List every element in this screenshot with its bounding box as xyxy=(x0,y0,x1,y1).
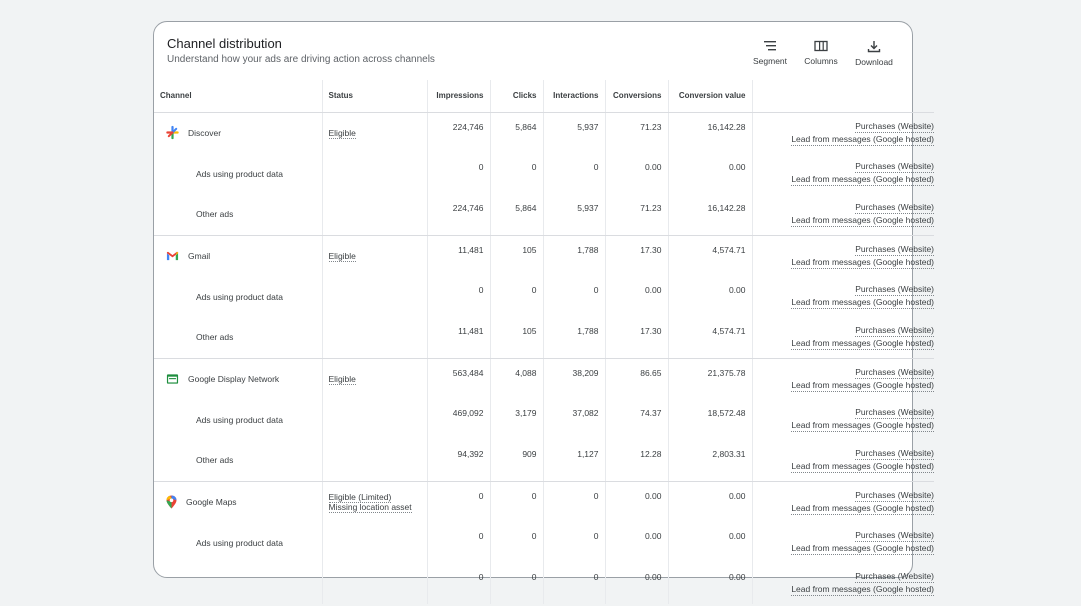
clicks-cell: 105 xyxy=(490,235,543,276)
goals-cell xyxy=(752,194,934,235)
status-cell xyxy=(322,563,427,604)
value-cell: 21,375.78 xyxy=(668,358,752,399)
impressions-cell: 11,481 xyxy=(427,235,490,276)
goal-purchases[interactable]: Purchases (Website) xyxy=(855,530,934,540)
goal-purchases[interactable]: Purchases (Website) xyxy=(855,161,934,171)
channel-distribution-card xyxy=(153,21,934,594)
channel-cell xyxy=(154,481,322,522)
goal-leads[interactable]: Lead from messages (Google hosted) xyxy=(791,584,934,594)
clicks-cell: 105 xyxy=(490,317,543,358)
subchannel-name: Other ads xyxy=(196,209,234,220)
goals-cell xyxy=(752,153,934,194)
value-cell: 4,574.71 xyxy=(668,235,752,276)
impressions-cell: 563,484 xyxy=(427,358,490,399)
goal-purchases[interactable]: Purchases (Website) xyxy=(855,202,934,212)
col-interactions[interactable]: Interactions xyxy=(543,80,605,112)
conversions-cell: 0.00 xyxy=(605,153,668,194)
status-text[interactable]: Eligible xyxy=(328,373,356,384)
subchannel-name: Other ads xyxy=(196,455,234,466)
goals-cell xyxy=(752,481,934,522)
goal-purchases[interactable]: Purchases (Website) xyxy=(855,366,934,377)
conversions-cell: 0.00 xyxy=(605,276,668,317)
channel-name: Google Maps xyxy=(186,496,237,507)
channel-name: Discover xyxy=(188,127,222,138)
channel-cell xyxy=(154,358,322,399)
download-label: Download xyxy=(855,57,893,67)
status-text[interactable]: Eligible xyxy=(328,127,356,138)
goal-purchases[interactable]: Purchases (Website) xyxy=(855,284,934,294)
conversions-cell: 0.00 xyxy=(605,522,668,563)
value-cell: 0.00 xyxy=(668,481,752,522)
subchannel-cell xyxy=(154,276,322,317)
sub-row xyxy=(154,399,934,440)
status-cell xyxy=(322,235,427,276)
status-cell xyxy=(322,358,427,399)
conversions-cell: 86.65 xyxy=(605,358,668,399)
impressions-cell: 224,746 xyxy=(427,112,490,153)
channel-icon-wrap xyxy=(166,495,186,509)
impressions-cell: 0 xyxy=(427,153,490,194)
status-cell xyxy=(322,481,427,522)
interactions-cell: 5,937 xyxy=(543,194,605,235)
status-text[interactable]: Eligible (Limited) xyxy=(328,491,392,502)
card-title: Channel distribution xyxy=(167,36,282,51)
goal-leads[interactable]: Lead from messages (Google hosted) xyxy=(791,502,934,513)
goals-cell xyxy=(752,276,934,317)
card-subtitle: Understand how your ads are driving action across channels xyxy=(167,54,435,65)
segment-label: Segment xyxy=(752,56,788,66)
subchannel-name: Other ads xyxy=(196,332,234,343)
value-cell: 16,142.28 xyxy=(668,194,752,235)
goal-purchases[interactable]: Purchases (Website) xyxy=(855,325,934,335)
subchannel-name: Ads using product data xyxy=(196,291,283,302)
value-cell: 0.00 xyxy=(668,522,752,563)
status-cell xyxy=(322,399,427,440)
interactions-cell: 0 xyxy=(543,481,605,522)
channel-cell xyxy=(154,112,322,153)
col-status[interactable]: Status xyxy=(322,80,427,112)
discover-icon xyxy=(166,126,179,139)
col-conversions[interactable]: Conversions xyxy=(605,80,668,112)
conversions-cell: 71.23 xyxy=(605,194,668,235)
goals-cell xyxy=(752,522,934,563)
goal-leads[interactable]: Lead from messages (Google hosted) xyxy=(791,543,934,553)
interactions-cell: 1,127 xyxy=(543,440,605,481)
goal-leads[interactable]: Lead from messages (Google hosted) xyxy=(791,461,934,471)
goals-cell xyxy=(752,235,934,276)
value-cell: 0.00 xyxy=(668,153,752,194)
value-cell: 16,142.28 xyxy=(668,112,752,153)
sub-row xyxy=(154,440,934,481)
interactions-cell: 1,788 xyxy=(543,317,605,358)
conversions-cell: 74.37 xyxy=(605,399,668,440)
goal-purchases[interactable]: Purchases (Website) xyxy=(855,489,934,500)
goal-leads[interactable]: Lead from messages (Google hosted) xyxy=(791,256,934,267)
conversions-cell: 12.28 xyxy=(605,440,668,481)
channel-icon-wrap xyxy=(166,126,188,139)
goal-leads[interactable]: Lead from messages (Google hosted) xyxy=(791,133,934,144)
goal-leads[interactable]: Lead from messages (Google hosted) xyxy=(791,338,934,348)
goal-leads[interactable]: Lead from messages (Google hosted) xyxy=(791,379,934,390)
interactions-cell: 1,788 xyxy=(543,235,605,276)
goals-cell xyxy=(752,399,934,440)
clicks-cell: 4,088 xyxy=(490,358,543,399)
columns-button[interactable] xyxy=(799,40,843,66)
goal-leads[interactable]: Lead from messages (Google hosted) xyxy=(791,215,934,225)
subchannel-cell xyxy=(154,440,322,481)
goals-cell xyxy=(752,317,934,358)
conversions-cell: 0.00 xyxy=(605,563,668,604)
interactions-cell: 0 xyxy=(543,522,605,563)
col-clicks[interactable]: Clicks xyxy=(490,80,543,112)
goal-leads[interactable]: Lead from messages (Google hosted) xyxy=(791,420,934,430)
gmail-icon xyxy=(166,251,179,261)
maps-pin-icon xyxy=(166,495,177,509)
subchannel-name: Ads using product data xyxy=(196,414,283,425)
clicks-cell: 909 xyxy=(490,440,543,481)
goals-cell xyxy=(752,563,934,604)
interactions-cell: 0 xyxy=(543,153,605,194)
interactions-cell: 37,082 xyxy=(543,399,605,440)
status-reason[interactable]: Missing location asset xyxy=(328,501,412,512)
col-impressions[interactable]: Impressions xyxy=(427,80,490,112)
impressions-cell: 0 xyxy=(427,522,490,563)
goals-cell xyxy=(752,440,934,481)
subchannel-name: Ads using product data xyxy=(196,168,283,179)
channel-row xyxy=(154,235,934,276)
value-cell: 2,803.31 xyxy=(668,440,752,481)
status-cell xyxy=(322,112,427,153)
goals-cell xyxy=(752,358,934,399)
subchannel-cell xyxy=(154,194,322,235)
value-cell: 0.00 xyxy=(668,563,752,604)
impressions-cell: 0 xyxy=(427,276,490,317)
sub-row xyxy=(154,153,934,194)
channel-name: Gmail xyxy=(188,250,211,261)
download-button[interactable] xyxy=(851,40,897,67)
conversions-cell: 17.30 xyxy=(605,235,668,276)
interactions-cell: 38,209 xyxy=(543,358,605,399)
conversions-cell: 0.00 xyxy=(605,481,668,522)
value-cell: 4,574.71 xyxy=(668,317,752,358)
status-cell xyxy=(322,522,427,563)
goals-cell xyxy=(752,112,934,153)
goal-leads[interactable]: Lead from messages (Google hosted) xyxy=(791,297,934,307)
channel-name: Google Display Network xyxy=(188,373,280,384)
sub-row xyxy=(154,563,934,604)
impressions-cell: 224,746 xyxy=(427,194,490,235)
sub-row xyxy=(154,317,934,358)
clicks-cell: 5,864 xyxy=(490,112,543,153)
status-cell xyxy=(322,194,427,235)
sub-row xyxy=(154,522,934,563)
status-cell xyxy=(322,317,427,358)
value-cell: 18,572.48 xyxy=(668,399,752,440)
subchannel-cell xyxy=(154,153,322,194)
columns-label: Columns xyxy=(804,56,838,66)
impressions-cell: 0 xyxy=(427,563,490,604)
sub-row xyxy=(154,276,934,317)
display-network-icon xyxy=(166,373,179,385)
interactions-cell: 0 xyxy=(543,276,605,317)
goal-purchases[interactable]: Purchases (Website) xyxy=(855,407,934,417)
download-icon xyxy=(867,40,881,53)
subchannel-name: Ads using product data xyxy=(196,537,283,548)
conversions-cell: 17.30 xyxy=(605,317,668,358)
clicks-cell: 5,864 xyxy=(490,194,543,235)
conversions-cell: 71.23 xyxy=(605,112,668,153)
status-cell xyxy=(322,276,427,317)
channel-row xyxy=(154,358,934,399)
subchannel-cell xyxy=(154,317,322,358)
segment-button[interactable] xyxy=(748,40,792,66)
table-header xyxy=(154,80,934,112)
sub-row xyxy=(154,194,934,235)
status-cell xyxy=(322,440,427,481)
subchannel-cell xyxy=(154,522,322,563)
interactions-cell: 0 xyxy=(543,563,605,604)
goal-leads[interactable]: Lead from messages (Google hosted) xyxy=(791,174,934,184)
impressions-cell: 0 xyxy=(427,481,490,522)
channel-row xyxy=(154,112,934,153)
goal-purchases[interactable]: Purchases (Website) xyxy=(855,448,934,458)
channel-table xyxy=(154,80,934,604)
status-cell xyxy=(322,153,427,194)
clicks-cell: 3,179 xyxy=(490,399,543,440)
goal-purchases[interactable]: Purchases (Website) xyxy=(855,243,934,254)
clicks-cell: 0 xyxy=(490,276,543,317)
impressions-cell: 11,481 xyxy=(427,317,490,358)
impressions-cell: 94,392 xyxy=(427,440,490,481)
subchannel-cell xyxy=(154,563,322,604)
columns-icon xyxy=(814,40,828,52)
goal-purchases[interactable]: Purchases (Website) xyxy=(855,120,934,131)
goal-purchases[interactable]: Purchases (Website) xyxy=(855,571,934,581)
clicks-cell: 0 xyxy=(490,522,543,563)
impressions-cell: 469,092 xyxy=(427,399,490,440)
subchannel-cell xyxy=(154,399,322,440)
status-text[interactable]: Eligible xyxy=(328,250,356,261)
col-conversion-value[interactable]: Conversion value xyxy=(668,80,752,112)
channel-row xyxy=(154,481,934,522)
channel-icon-wrap xyxy=(166,251,188,261)
channel-cell xyxy=(154,235,322,276)
clicks-cell: 0 xyxy=(490,481,543,522)
clicks-cell: 0 xyxy=(490,563,543,604)
segment-icon xyxy=(763,40,777,52)
channel-icon-wrap xyxy=(166,373,188,385)
value-cell: 0.00 xyxy=(668,276,752,317)
clicks-cell: 0 xyxy=(490,153,543,194)
col-channel[interactable]: Channel xyxy=(154,80,322,112)
col-goals xyxy=(752,80,934,112)
interactions-cell: 5,937 xyxy=(543,112,605,153)
